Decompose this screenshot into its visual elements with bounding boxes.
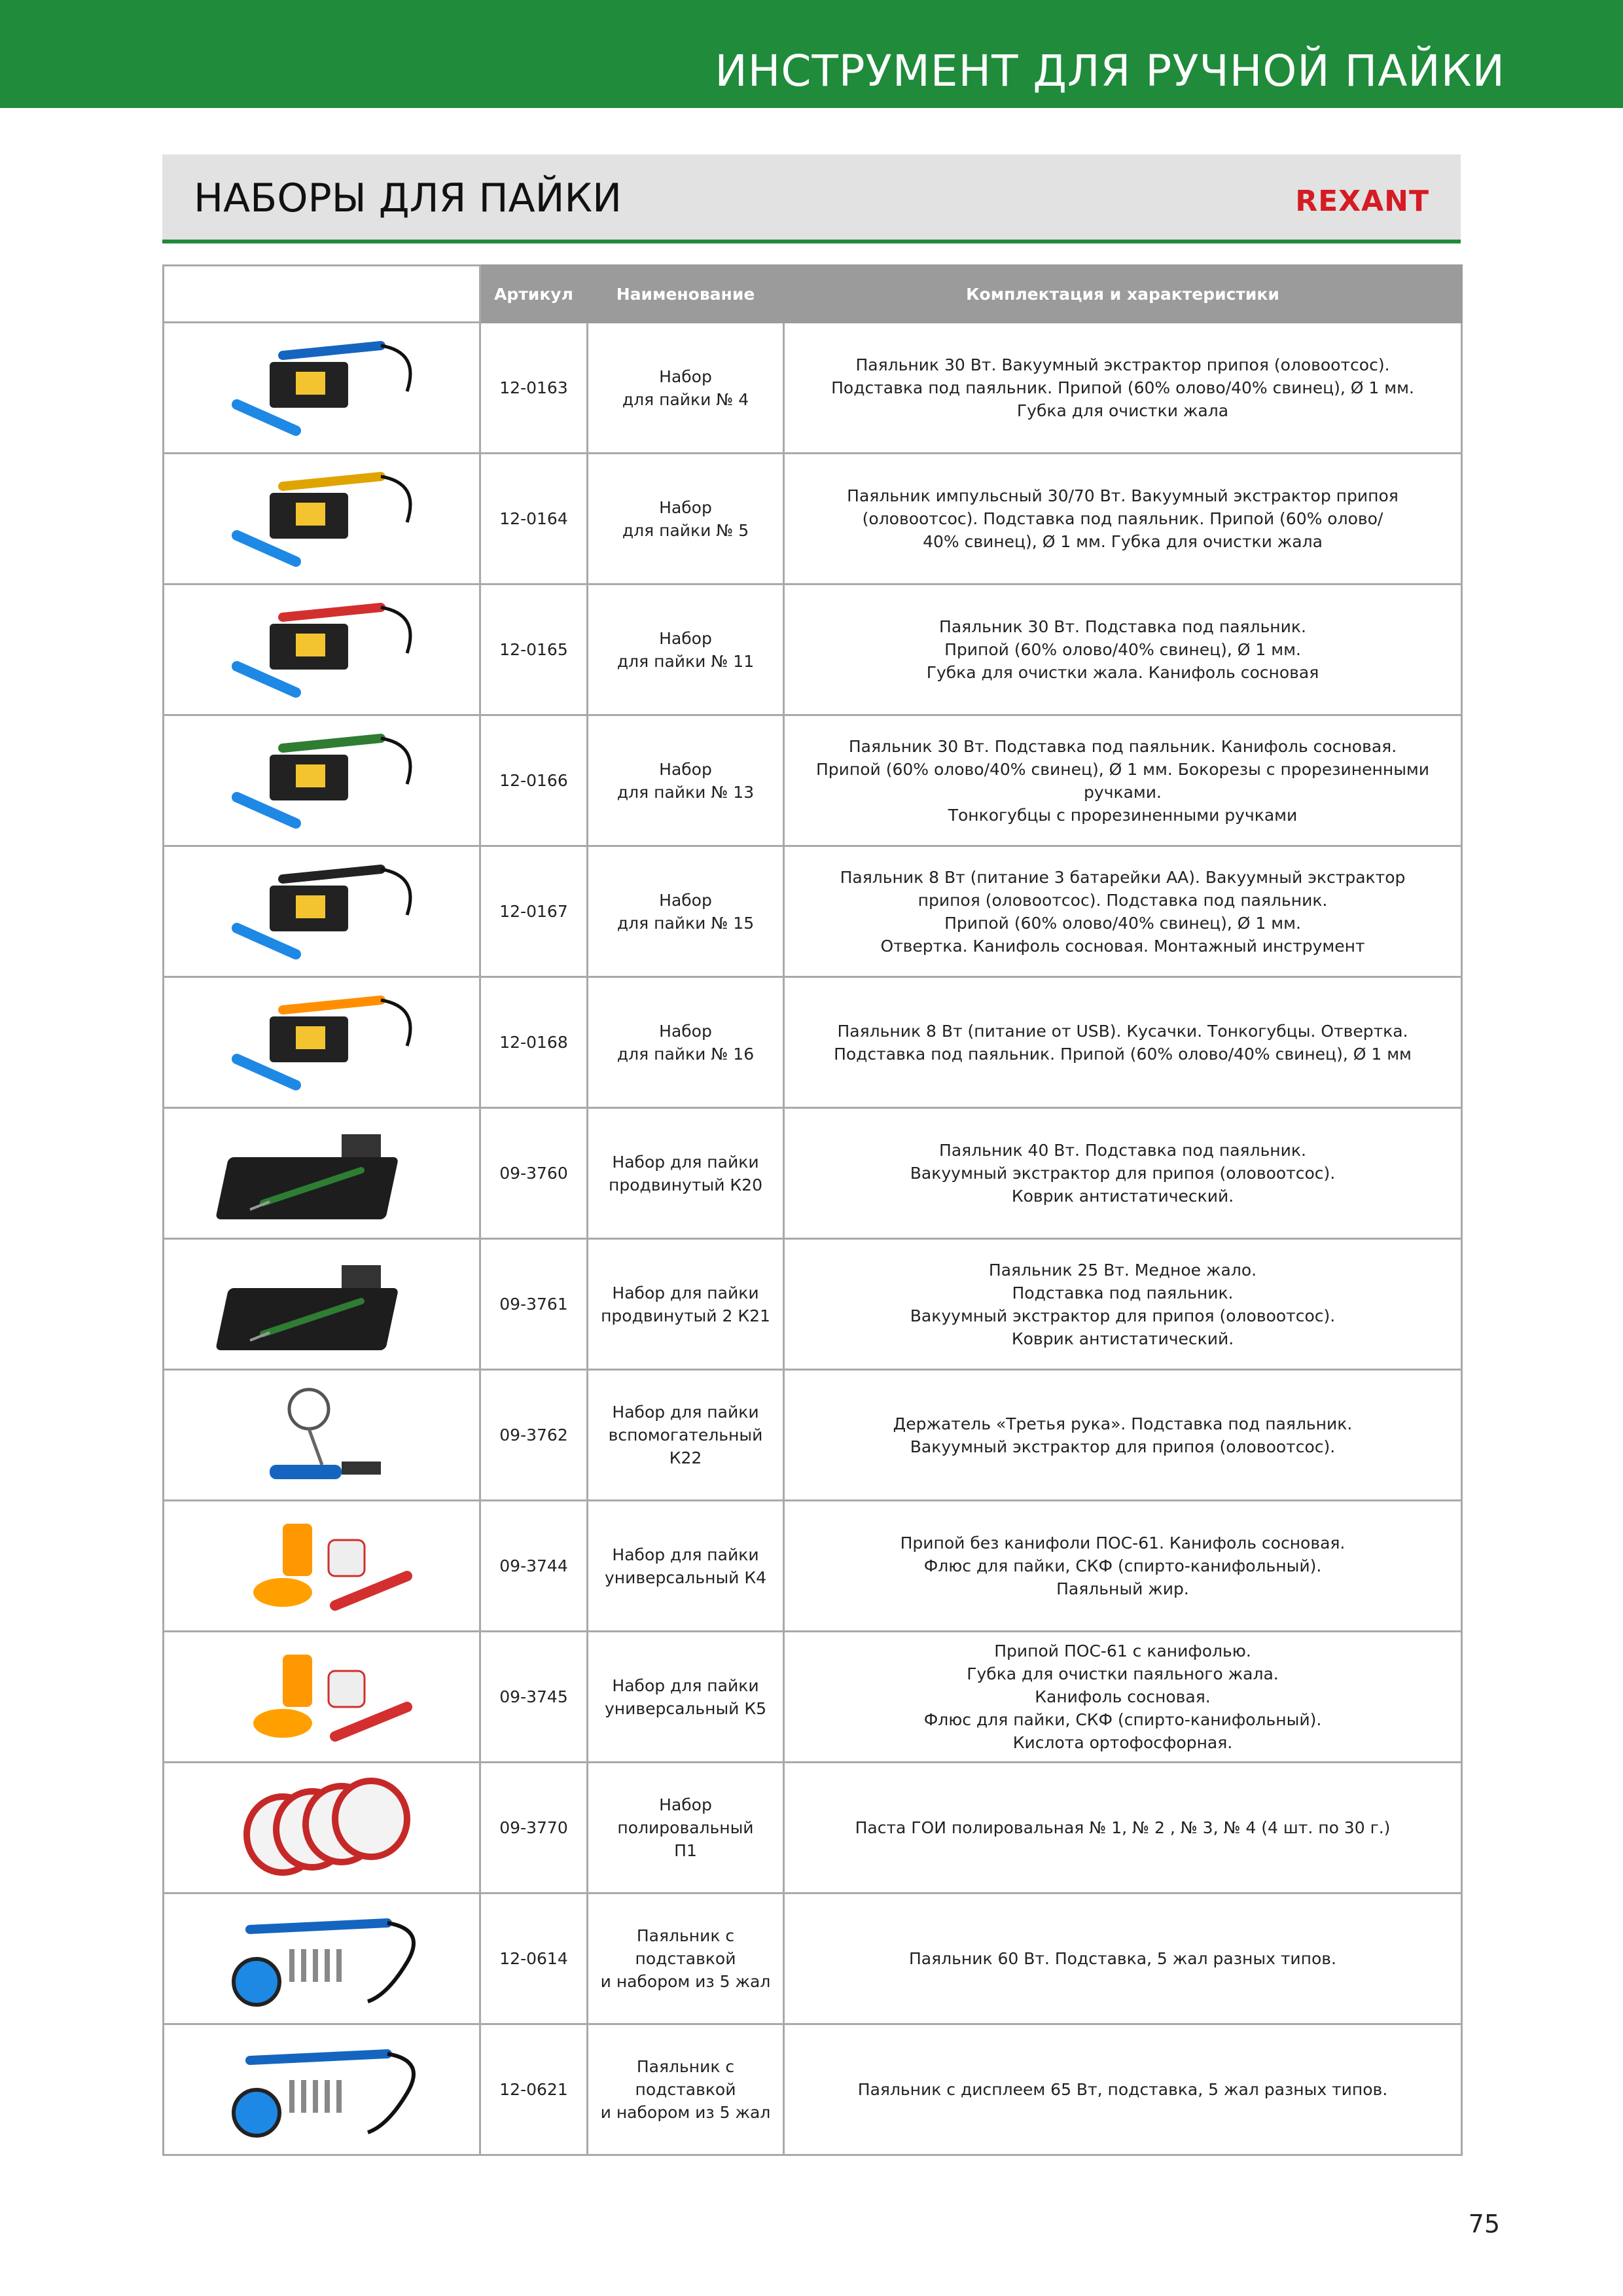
spec-cell: [784, 1632, 1462, 1763]
name-line: для пайки № 13: [616, 782, 755, 802]
name-cell: [588, 1108, 784, 1239]
battery-soldering-kit-icon: [211, 856, 433, 967]
spec-line: Паста ГОИ полировальная № 1, № 2 , № 3, № 4 (4 шт. по 30 г.): [855, 1818, 1391, 1837]
article-cell: 12-0163: [480, 323, 588, 454]
name-cell: [588, 1501, 784, 1632]
spec-line: Губка для очистки жала: [1016, 401, 1229, 420]
table-row: [164, 1108, 1462, 1239]
soldering-pliers-kit-icon: [211, 725, 433, 836]
article-cell: 09-3745: [480, 1632, 588, 1763]
spec-line: Вакуумный экстрактор для припоя (оловоотсос).: [910, 1437, 1336, 1456]
spec-line: Кислота ортофосфорная.: [1012, 1733, 1233, 1752]
name-cell: [588, 323, 784, 454]
table-row: [164, 1763, 1462, 1893]
name-line: Набор для пайки: [612, 1152, 759, 1172]
top-banner: [0, 0, 1623, 108]
product-table: [162, 264, 1463, 2156]
spec-line: Припой (60% олово/40% свинец), Ø 1 мм. Бокорезы с прорезиненными ручками.: [815, 759, 1430, 802]
product-image-cell: [164, 1370, 480, 1501]
table-row: [164, 1239, 1462, 1370]
column-header-spec: Комплектация и характеристики: [784, 266, 1462, 323]
product-image-cell: [164, 323, 480, 454]
spec-line: Припой (60% олово/40% свинец), Ø 1 мм.: [944, 640, 1301, 659]
name-line: Набор: [659, 1021, 712, 1041]
name-line: Набор для пайки: [612, 1545, 759, 1564]
product-image-cell: [164, 1632, 480, 1763]
table-row: [164, 2024, 1462, 2155]
spec-line: Припой (60% олово/40% свинец), Ø 1 мм.: [944, 913, 1301, 933]
spec-line: Паяльник 8 Вт (питание 3 батарейки АА). Вакуумный экстрактор: [840, 867, 1406, 887]
spec-cell: [784, 323, 1462, 454]
name-line: Паяльник с подставкой: [635, 1926, 736, 1968]
section-header: [162, 154, 1461, 243]
article-cell: 12-0166: [480, 715, 588, 846]
soldering-mat-kit-2-icon: [211, 1249, 433, 1360]
product-image-cell: [164, 1108, 480, 1239]
soldering-iron-kit-icon: [211, 594, 433, 706]
column-header-article: Артикул: [480, 266, 588, 323]
spec-cell: [784, 715, 1462, 846]
table-header-row: [164, 266, 1462, 323]
name-cell: [588, 715, 784, 846]
name-cell: [588, 454, 784, 584]
spec-line: Коврик антистатический.: [1011, 1329, 1234, 1348]
table-row: [164, 1893, 1462, 2024]
spec-line: Паяльник 30 Вт. Подставка под паяльник.: [939, 617, 1306, 636]
name-cell: [588, 1763, 784, 1893]
article-cell: 12-0165: [480, 584, 588, 715]
name-line: универсальный К4: [604, 1568, 767, 1587]
spec-cell: [784, 2024, 1462, 2155]
article-cell: 09-3762: [480, 1370, 588, 1501]
spec-line: Подставка под паяльник. Припой (60% олово/40% свинец), Ø 1 мм.: [831, 378, 1414, 397]
name-line: Набор для пайки: [612, 1403, 759, 1422]
table-row: [164, 1501, 1462, 1632]
soldering-kit-icon: [211, 332, 433, 444]
flux-set-2-icon: [211, 1641, 433, 1753]
product-image-cell: [164, 715, 480, 846]
name-line: для пайки № 11: [616, 651, 755, 671]
name-cell: [588, 1893, 784, 2024]
spec-line: Паяльник 40 Вт. Подставка под паяльник.: [939, 1141, 1306, 1160]
usb-soldering-kit-icon: [211, 987, 433, 1098]
name-line: для пайки № 16: [616, 1044, 755, 1064]
spec-line: Паяльник с дисплеем 65 Вт, подставка, 5 жал разных типов.: [857, 2080, 1388, 2099]
name-line: Набор для пайки: [612, 1283, 759, 1302]
table-row: [164, 846, 1462, 977]
section-title: НАБОРЫ ДЛЯ ПАЙКИ: [194, 175, 622, 221]
name-line: Набор для пайки: [612, 1676, 759, 1695]
spec-cell: [784, 1501, 1462, 1632]
spec-line: Флюс для пайки, СКФ (спирто-канифольный).: [923, 1556, 1322, 1575]
name-line: Набор: [659, 497, 712, 517]
spec-cell: [784, 1763, 1462, 1893]
table-row: [164, 715, 1462, 846]
product-image-cell: [164, 2024, 480, 2155]
article-cell: 09-3760: [480, 1108, 588, 1239]
polishing-paste-icon: [211, 1772, 433, 1884]
name-line: Набор: [659, 890, 712, 910]
name-line: П1: [674, 1841, 697, 1860]
spec-line: Флюс для пайки, СКФ (спирто-канифольный).: [923, 1710, 1322, 1729]
spec-line: Губка для очистки паяльного жала.: [967, 1664, 1279, 1683]
spec-line: Паяльный жир.: [1056, 1579, 1189, 1598]
spec-cell: [784, 1370, 1462, 1501]
spec-line: Паяльник 30 Вт. Подставка под паяльник. Канифоль сосновая.: [848, 736, 1397, 756]
spec-line: Коврик антистатический.: [1011, 1187, 1234, 1206]
spec-line: Отвертка. Канифоль сосновая. Монтажный инструмент: [880, 936, 1365, 956]
image-column-header: [164, 266, 480, 323]
spec-cell: [784, 846, 1462, 977]
spec-line: Паяльник 25 Вт. Медное жало.: [988, 1260, 1257, 1280]
article-cell: 12-0621: [480, 2024, 588, 2155]
name-line: для пайки № 15: [616, 913, 755, 933]
spec-cell: [784, 1108, 1462, 1239]
article-cell: 09-3761: [480, 1239, 588, 1370]
spec-line: Тонкогубцы с прорезиненными ручками: [948, 805, 1298, 825]
article-cell: 12-0168: [480, 977, 588, 1108]
soldering-gun-kit-icon: [211, 463, 433, 575]
spec-line: Паяльник 8 Вт (питание от USB). Кусачки. Тонкогубцы. Отвертка.: [837, 1021, 1408, 1041]
name-line: универсальный К5: [604, 1698, 767, 1718]
product-image-cell: [164, 977, 480, 1108]
column-header-name: Наименование: [588, 266, 784, 323]
name-cell: [588, 584, 784, 715]
product-image-cell: [164, 1239, 480, 1370]
spec-line: Паяльник 60 Вт. Подставка, 5 жал разных типов.: [909, 1949, 1336, 1968]
name-line: Набор полировальный: [617, 1795, 754, 1837]
article-cell: 12-0164: [480, 454, 588, 584]
table-row: [164, 454, 1462, 584]
spec-cell: [784, 1239, 1462, 1370]
spec-line: Подставка под паяльник. Припой (60% олово/40% свинец), Ø 1 мм: [834, 1044, 1412, 1064]
name-cell: [588, 2024, 784, 2155]
spec-line: (оловоотсос). Подставка под паяльник. Припой (60% олово/: [862, 509, 1383, 528]
name-line: Паяльник с подставкой: [635, 2057, 736, 2099]
name-line: Набор: [659, 759, 712, 779]
spec-line: Губка для очистки жала. Канифоль сосновая: [926, 663, 1319, 682]
spec-line: Подставка под паяльник.: [1012, 1283, 1234, 1302]
article-cell: 12-0614: [480, 1893, 588, 2024]
page-number: 75: [1468, 2210, 1500, 2238]
soldering-iron-tips-icon: [211, 1903, 433, 2015]
name-cell: [588, 1239, 784, 1370]
spec-line: Припой ПОС-61 с канифолью.: [994, 1641, 1251, 1660]
spec-line: 40% свинец), Ø 1 мм. Губка для очистки жала: [923, 532, 1323, 551]
spec-line: припоя (оловоотсос). Подставка под паяльник.: [918, 890, 1328, 910]
spec-line: Припой без канифоли ПОС-61. Канифоль сосновая.: [900, 1534, 1346, 1552]
table-row: [164, 323, 1462, 454]
name-line: для пайки № 4: [622, 389, 749, 409]
spec-line: Паяльник импульсный 30/70 Вт. Вакуумный экстрактор припоя: [847, 486, 1399, 505]
spec-cell: [784, 977, 1462, 1108]
product-image-cell: [164, 454, 480, 584]
spec-cell: [784, 1893, 1462, 2024]
spec-line: Держатель «Третья рука». Подставка под паяльник.: [893, 1414, 1353, 1433]
name-cell: [588, 846, 784, 977]
page-category-title: ИНСТРУМЕНТ ДЛЯ РУЧНОЙ ПАЙКИ: [715, 46, 1505, 96]
product-image-cell: [164, 584, 480, 715]
name-line: продвинутый К20: [609, 1175, 762, 1194]
table-row: [164, 584, 1462, 715]
flux-set-icon: [211, 1511, 433, 1622]
name-cell: [588, 977, 784, 1108]
table-row: [164, 1370, 1462, 1501]
spec-line: Вакуумный экстрактор для припоя (оловоотсос).: [910, 1306, 1336, 1325]
brand-logo: REXANT: [1295, 185, 1429, 218]
spec-line: Вакуумный экстрактор для припоя (оловоотсос).: [910, 1164, 1336, 1183]
table-row: [164, 977, 1462, 1108]
helping-hand-icon: [211, 1380, 433, 1491]
product-image-cell: [164, 846, 480, 977]
spec-cell: [784, 454, 1462, 584]
spec-line: Канифоль сосновая.: [1035, 1687, 1211, 1706]
article-cell: 09-3744: [480, 1501, 588, 1632]
name-line: и набором из 5 жал: [600, 1972, 771, 1991]
spec-line: Паяльник 30 Вт. Вакуумный экстрактор припоя (оловоотсос).: [855, 355, 1390, 374]
soldering-mat-kit-icon: [211, 1118, 433, 1229]
article-cell: 09-3770: [480, 1763, 588, 1893]
name-cell: [588, 1370, 784, 1501]
name-line: вспомогательный К22: [608, 1426, 763, 1467]
table-row: [164, 1632, 1462, 1763]
product-image-cell: [164, 1501, 480, 1632]
spec-cell: [784, 584, 1462, 715]
name-line: для пайки № 5: [622, 520, 749, 540]
product-image-cell: [164, 1763, 480, 1893]
name-line: и набором из 5 жал: [600, 2103, 771, 2122]
product-image-cell: [164, 1893, 480, 2024]
name-cell: [588, 1632, 784, 1763]
name-line: продвинутый 2 К21: [601, 1306, 770, 1325]
name-line: Набор: [659, 367, 712, 386]
display-soldering-iron-icon: [211, 2034, 433, 2145]
article-cell: 12-0167: [480, 846, 588, 977]
name-line: Набор: [659, 628, 712, 648]
